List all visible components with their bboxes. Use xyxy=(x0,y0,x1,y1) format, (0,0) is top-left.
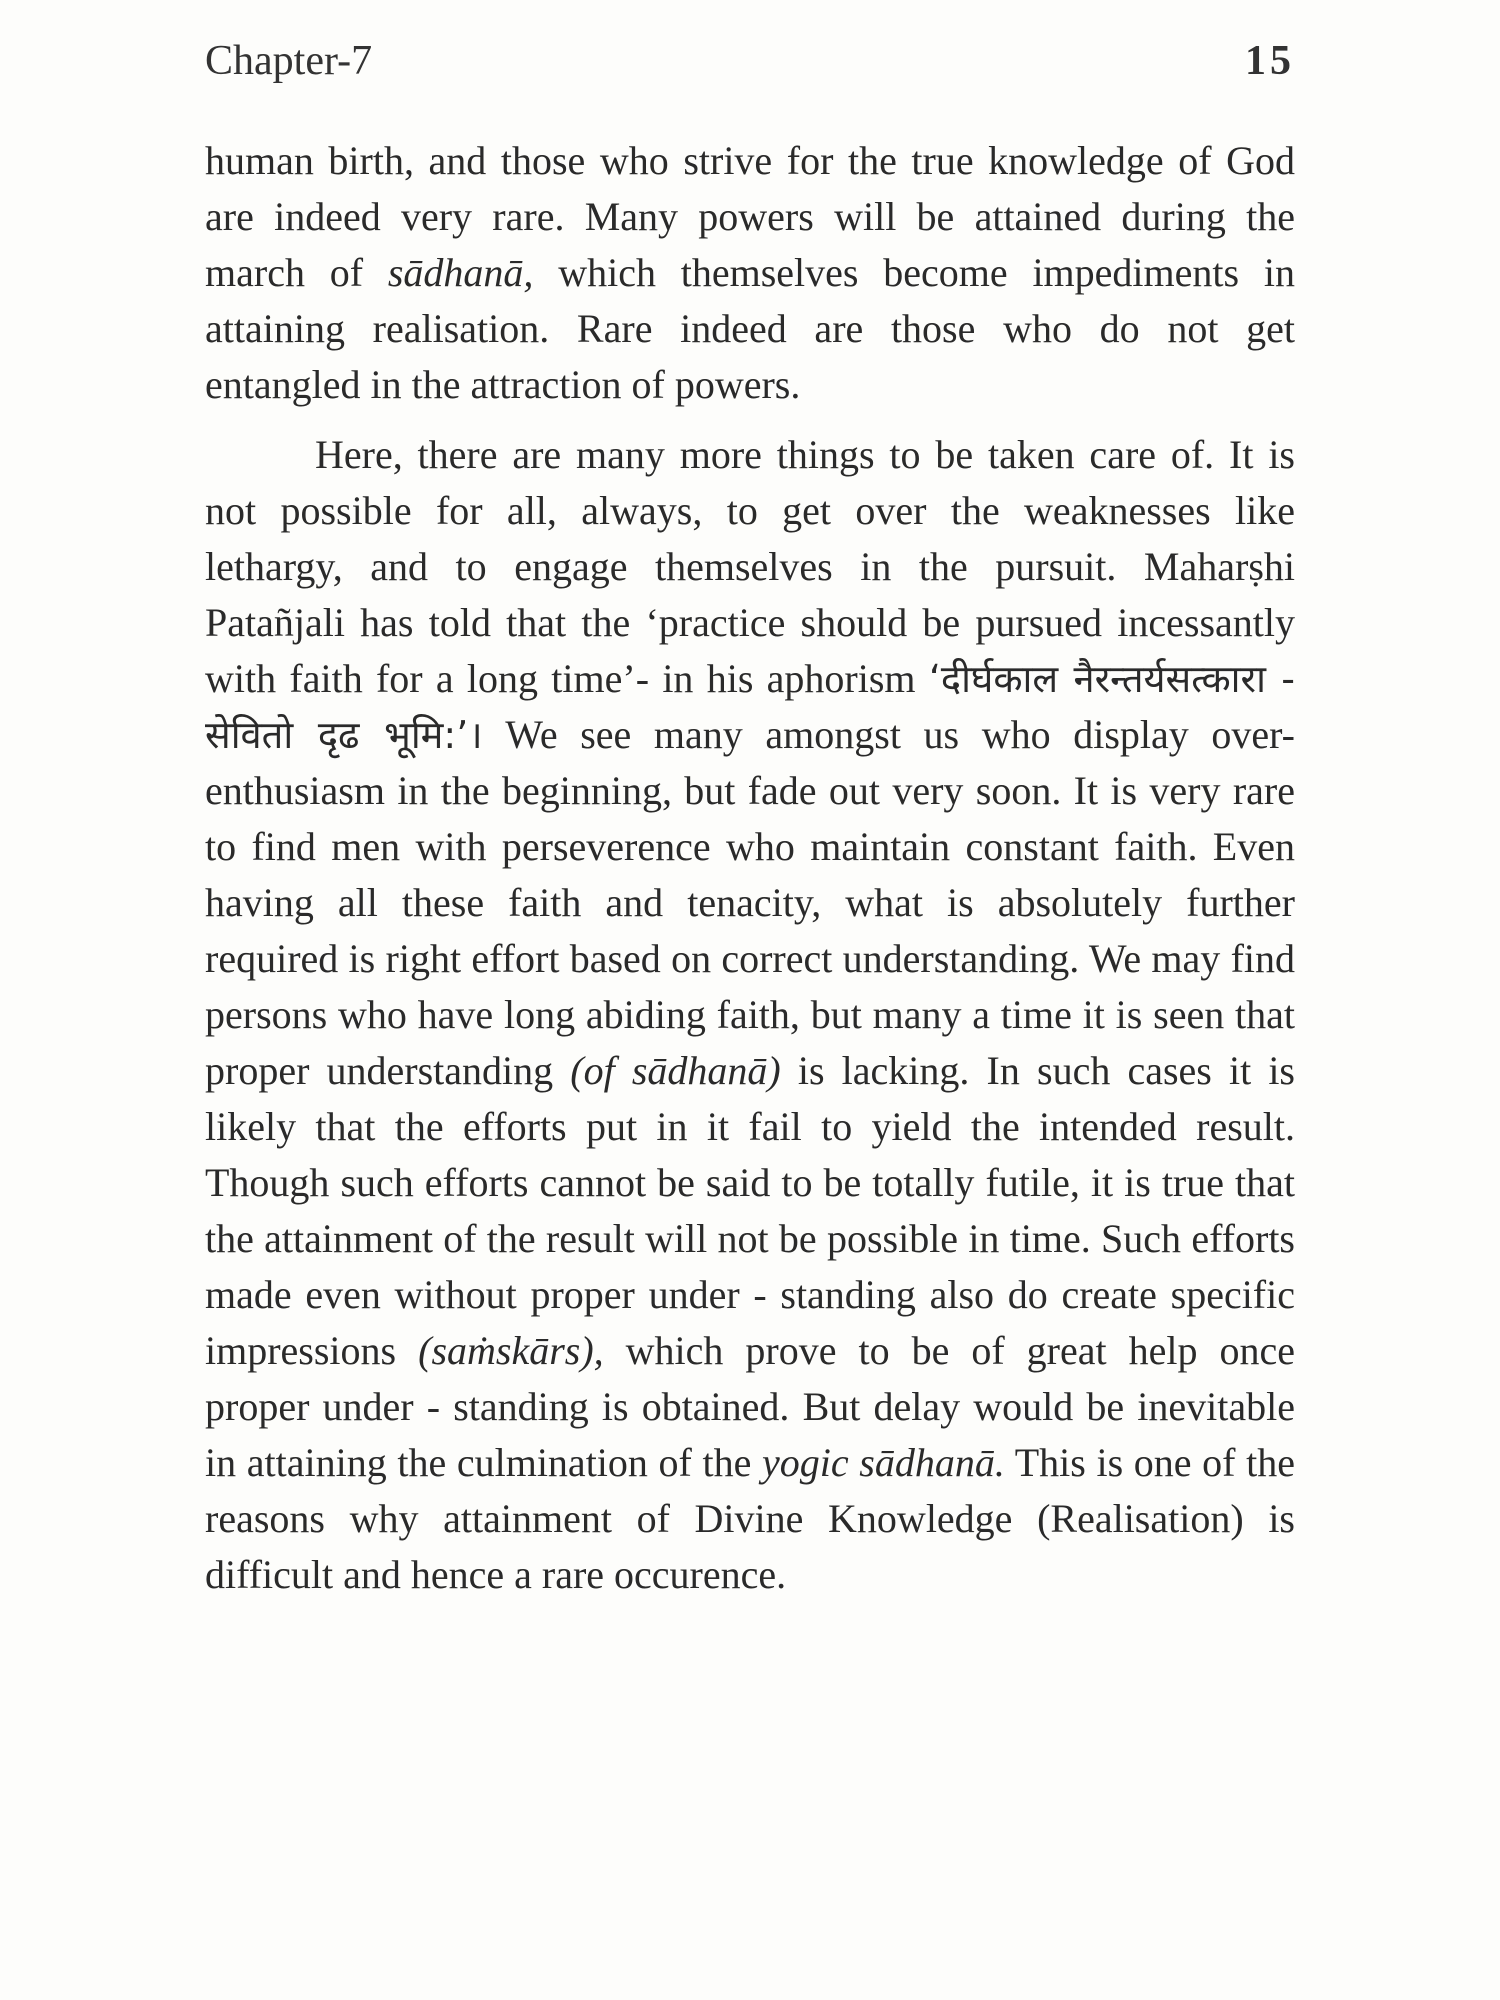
sanskrit-aphorism: ‘दीर्घकाल नैरन्तर्यसत्कारा - सेवितो दृढ भूमि:’। xyxy=(205,657,1295,757)
chapter-title: Chapter-7 xyxy=(205,38,373,84)
running-head xyxy=(205,35,1295,113)
paragraph xyxy=(205,427,1295,1603)
page-number: 15 xyxy=(1245,38,1295,84)
italic-term: sādhanā xyxy=(631,1048,768,1093)
body-text xyxy=(205,133,1295,1603)
italic-term: yogic sādhanā. xyxy=(762,1440,1005,1485)
book-page xyxy=(205,35,1295,1965)
paragraph-continued xyxy=(205,133,1295,413)
paragraph-text: which prove to be of great help once proper under - standing is obtained. But delay would be inevitable in attaining the culmination of the xyxy=(205,1328,1295,1485)
paragraph-text: Here, there are many more things to be taken care of. It is not possible for all, always, to get over the weaknesses like lethargy, and to engage themselves in the pursuit. Maharṣhi Patañjali has told that the ‘practice should be pursued incessantly with faith for a long time’- in his aphorism xyxy=(205,432,1295,701)
paragraph-text: This is one of the reasons why attainment of Divine Knowledge (Realisation) is difficult and hence a rare occurence. xyxy=(205,1440,1296,1597)
italic-term: sādhanā, xyxy=(387,250,534,295)
paragraph-text: which themselves become impediments in attaining realisation. Rare indeed are those who do not get entangled in the attraction of powers. xyxy=(205,250,1295,407)
paragraph-text: is lacking. In such cases it is likely that the efforts put in it fail to yield the intended result. Though such efforts cannot be said to be totally futile, it is true that the attainment of the result will not be possible in time. Such efforts made even without proper under - standing also do create specific impressions xyxy=(205,1048,1296,1373)
paragraph-text: We see many amongst us who display over-enthusiasm in the beginning, but fade out very soon. It is very rare to find men with perseverence who maintain constant faith. Even having all these faith and tenacity, what is absolutely further required is right effort based on correct understanding. We may find persons who have long abiding faith, but many a time it is seen that proper understanding xyxy=(205,712,1295,1093)
parenthesis-close: ) xyxy=(767,1048,781,1093)
italic-term: (saṁskārs), xyxy=(418,1328,604,1373)
paragraph-text: human birth, and those who strive for the true knowledge of God are indeed very rare. Many powers will be attained during the march of xyxy=(205,138,1295,295)
parenthesis-open: (of xyxy=(570,1048,632,1093)
